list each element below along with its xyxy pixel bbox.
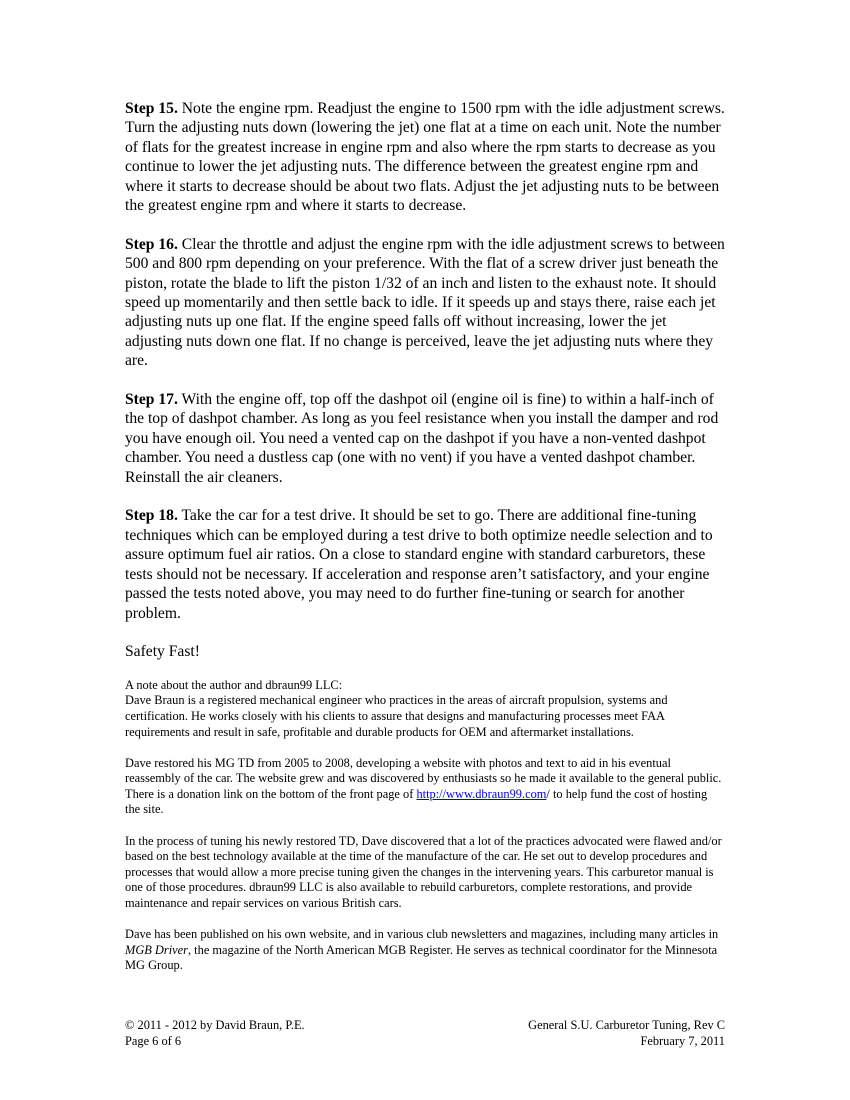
author-note-paragraph-3: In the process of tuning his newly restored TD, Dave discovered that a lot of the practices advocated were flawed and/or based on the best technology available at the time of the manufacture of the car. He set out to develop procedures and processes that would allow a more precise tuning given the changes in the intervening years. This carburetor manual is one of those procedures. dbraun99 LLC is also available to rebuild carburetors, complete restorations, and provide maintenance and repair services on various British cars. [125,833,722,911]
footer-left [125,1018,305,1049]
document-date: February 7, 2011 [640,1033,725,1048]
note-text: Dave restored his MG TD from 2005 to 2008, developing a website with photos and text to aid in his eventual reassembly of the car. The website grew and was discovered by enthusiasts so he made it available to the general public. There is a donation link on the bottom of the front page of [125,755,722,801]
author-note-paragraph-4 [125,927,725,974]
step-text: With the engine off, top off the dashpot oil (engine oil is fine) to within a half-inch of the top of dashpot chamber. As long as you feel resistance when you install the damper and rod you have enough oil. You need a vented cap on the dashpot if you have a non-vented dashpot chamber. You need a dustless cap (one with no vent) if you have a vented dashpot chamber. Reinstall the air cleaners. [125,391,719,486]
step-label: Step 18. [125,507,178,525]
page-number: Page 6 of 6 [125,1033,182,1048]
safety-fast-line: Safety Fast! [125,643,200,661]
step-18 [125,506,725,622]
step-17 [125,390,725,487]
note-text: / to help fund the cost of hosting the site. [125,786,708,817]
step-16 [125,235,725,371]
step-label: Step 17. [125,391,178,409]
document-title: General S.U. Carburetor Tuning, Rev C [528,1018,725,1032]
copyright-text: © 2011 - 2012 by David Braun, P.E. [125,1018,305,1032]
magazine-title: MGB Driver [125,942,188,957]
note-text: , the magazine of the North American MGB Register. He serves as technical coordinator for the Minnesota MG Group. [125,942,718,973]
page-footer [125,1018,725,1049]
author-note-heading: A note about the author and dbraun99 LLC: [125,677,343,692]
author-note [125,678,725,740]
website-link[interactable]: http://www.dbraun99.com [416,786,547,801]
step-text: Note the engine rpm. Readjust the engine to 1500 rpm with the idle adjustment screws. Turn the adjusting nuts down (lowering the jet) one flat at a time on each unit. Note the number of flats for the greatest increase in engine rpm and also where the rpm starts to decrease as you continue to lower the jet adjusting nuts. The difference between the greatest engine rpm and where it starts to decrease should be about two flats. Adjust the jet adjusting nuts to be between the greatest engine rpm and where it starts to decrease. [125,100,725,215]
step-label: Step 16. [125,235,178,253]
step-label: Step 15. [125,100,178,117]
document-body [125,99,725,990]
step-text: Take the car for a test drive. It should be set to go. There are additional fine-tuning techniques which can be employed during a test drive to both optimize needle selection and to assure optimum fuel air ratios. On a close to standard engine with standard carburetors, these tests should not be necessary. If acceleration and response aren’t satisfactory, and your engine passed the tests noted above, you may need to do further fine-tuning or search for another problem. [125,507,713,622]
footer-right [528,1018,725,1049]
note-text: Dave has been published on his own website, and in various club newsletters and magazines, including many articles in [125,927,719,942]
step-text: Clear the throttle and adjust the engine rpm with the idle adjustment screws to between 500 and 800 rpm depending on your preference. With the flat of a screw driver just beneath the piston, rotate the blade to lift the piston 1/32 of an inch and listen to the exhaust note. It should speed up momentarily and then settle back to idle. If it speeds up and stays there, raise each jet adjusting nuts up one flat. If the engine speed falls off without increasing, lower the jet adjusting nuts down one flat. If no change is perceived, leave the jet adjusting nuts where they are. [125,235,725,370]
step-15 [125,99,725,215]
author-note-paragraph-2 [125,756,725,818]
author-note-paragraph-1: Dave Braun is a registered mechanical engineer who practices in the areas of aircraft propulsion, systems and certification. He works closely with his clients to assure that designs and manufacturing processes meet FAA requirements and result in safe, profitable and durable products for OEM and aftermarket installations. [125,693,668,739]
